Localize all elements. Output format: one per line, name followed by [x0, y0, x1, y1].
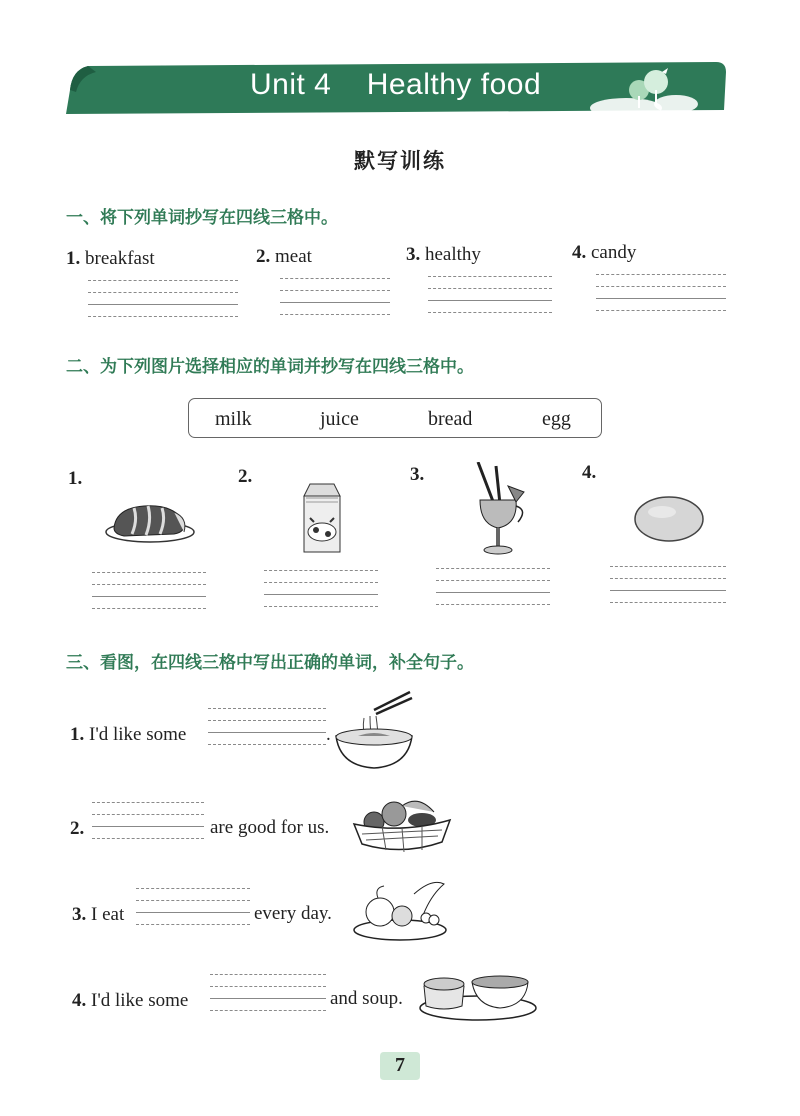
sentence-3: 3. I eat: [72, 904, 125, 925]
sentence-3-lines[interactable]: [136, 888, 250, 924]
sentence-2-end: are good for us.: [210, 817, 330, 838]
milk-carton-icon: [300, 482, 344, 554]
section2-heading: 二、为下列图片选择相应的单词并抄写在四线三格中。: [66, 357, 474, 377]
section1-item-3: 3. healthy: [406, 244, 481, 265]
word-bank-bread: bread: [428, 408, 473, 430]
section1-item-1: 1. breakfast: [66, 248, 155, 269]
sentence-4-end: and soup.: [330, 988, 403, 1009]
word-bank-juice: juice: [320, 408, 359, 430]
vegetables-basket-icon: [352, 794, 452, 854]
picture-num-1: 1.: [68, 468, 83, 489]
noodles-icon: [334, 690, 414, 772]
egg-icon: [632, 494, 706, 544]
picture-lines-4[interactable]: [610, 566, 726, 602]
bread-icon: [104, 498, 198, 546]
sentence-1-lines[interactable]: [208, 708, 326, 744]
word-bank-milk: milk: [215, 408, 252, 430]
picture-lines-2[interactable]: [264, 570, 378, 606]
sentence-3-end: every day.: [254, 903, 332, 924]
sentence-1-end: .: [326, 724, 331, 745]
section1-heading: 一、将下列单词抄写在四线三格中。: [66, 208, 338, 228]
writing-lines-4[interactable]: [596, 274, 726, 310]
writing-lines-2[interactable]: [280, 278, 390, 314]
writing-lines-3[interactable]: [428, 276, 552, 312]
page-title: 默写训练: [354, 149, 446, 173]
sentence-2-lines[interactable]: [92, 802, 204, 838]
writing-lines-1[interactable]: [88, 280, 238, 316]
picture-num-2: 2.: [238, 466, 253, 487]
picture-num-3: 3.: [410, 464, 425, 485]
section1-item-2: 2. meat: [256, 246, 312, 267]
picture-lines-1[interactable]: [92, 572, 206, 608]
rice-soup-icon: [418, 964, 540, 1022]
section3-heading: 三、看图，在四线三格中写出正确的单词，补全句子。: [66, 653, 474, 673]
unit-title: Unit 4 Healthy food: [250, 68, 542, 101]
sentence-4-lines[interactable]: [210, 974, 326, 1010]
sentence-2-num: 2.: [70, 818, 85, 839]
word-bank-egg: egg: [542, 408, 571, 430]
fruit-plate-icon: [352, 874, 450, 944]
sentence-1: 1. I'd like some: [70, 724, 187, 745]
picture-num-4: 4.: [582, 462, 597, 483]
picture-lines-3[interactable]: [436, 568, 550, 604]
page-number: 7: [395, 1054, 405, 1076]
sentence-4: 4. I'd like some: [72, 990, 189, 1011]
section1-item-4: 4. candy: [572, 242, 637, 263]
juice-glass-icon: [468, 462, 534, 558]
